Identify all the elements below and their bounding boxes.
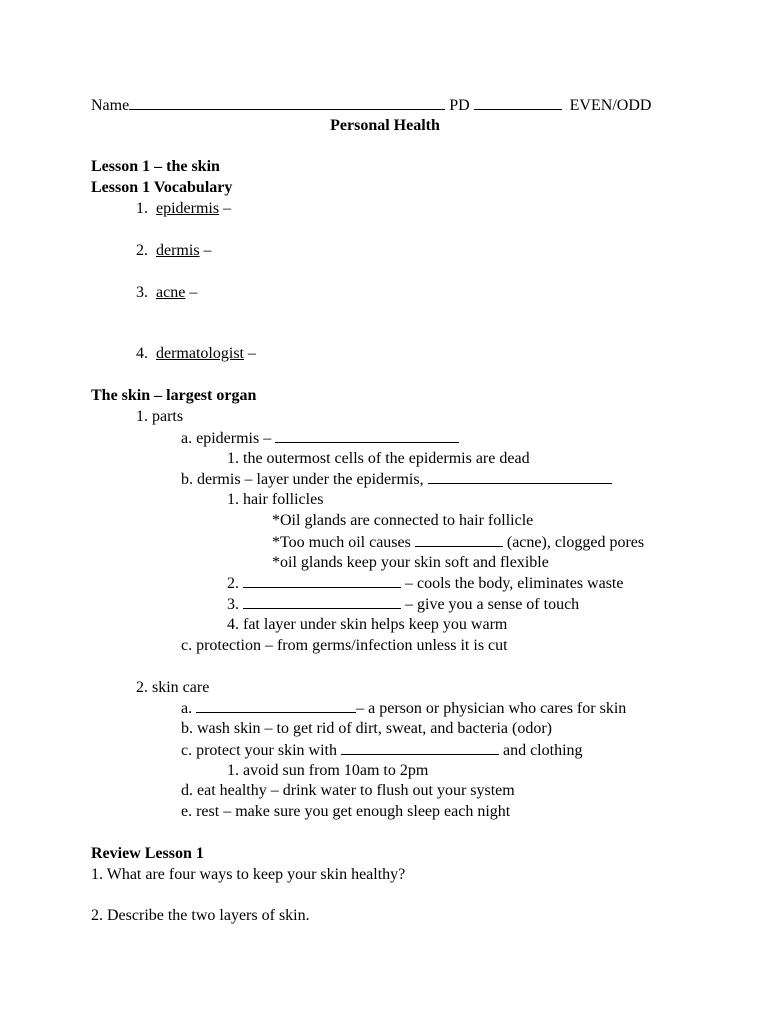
- protection-line: c. protection – from germs/infection unless it is cut: [181, 637, 508, 654]
- acne-blank[interactable]: [415, 532, 503, 547]
- clothing-text: and clothing: [498, 742, 583, 759]
- sunscreen-blank[interactable]: [341, 740, 499, 755]
- vocab-item-acne: [136, 283, 197, 303]
- sweat-blank[interactable]: [243, 573, 401, 588]
- rest-line: e. rest – make sure you get enough sleep each night: [181, 803, 511, 820]
- protect-skin-line: [181, 740, 583, 761]
- vocab-term: acne: [156, 284, 186, 301]
- wash-skin-line: b. wash skin – to get rid of dirt, sweat, and bacteria (odor): [181, 720, 553, 737]
- vocab-dash: –: [185, 284, 198, 301]
- sweat-glands-line: [227, 573, 623, 594]
- protect-text: c. protect your skin with: [181, 742, 341, 759]
- lesson-heading: Lesson 1 – the skin: [91, 158, 220, 175]
- even-odd-label: EVEN/ODD: [569, 97, 652, 114]
- too-much-oil-line: [272, 532, 644, 553]
- too-much-oil-text: *Too much oil causes: [272, 534, 415, 551]
- dermis-text: b. dermis – layer under the epidermis,: [181, 471, 428, 488]
- header-line: [91, 95, 651, 116]
- page-title: Personal Health: [330, 117, 440, 134]
- vocab-term: dermatologist: [156, 345, 244, 362]
- dermis-line: [181, 469, 612, 490]
- pd-label: PD: [449, 97, 470, 114]
- nerve-text: – give you a sense of touch: [401, 596, 580, 613]
- vocab-number: 2.: [136, 242, 148, 259]
- vocab-number: 4.: [136, 345, 148, 362]
- oil-glands-note: *Oil glands are connected to hair follicle: [272, 512, 534, 529]
- acne-text: (acne), clogged pores: [502, 534, 645, 551]
- review-heading: Review Lesson 1: [91, 845, 204, 862]
- nerve-blank[interactable]: [243, 594, 401, 609]
- pd-blank[interactable]: [474, 95, 562, 110]
- review-question-2: 2. Describe the two layers of skin.: [91, 907, 310, 924]
- vocab-item-dermatologist: [136, 344, 256, 364]
- epidermis-line: [181, 428, 459, 449]
- dermatologist-text: – a person or physician who cares for skin: [356, 700, 627, 717]
- nerve-endings-line: [227, 594, 579, 615]
- eat-healthy-line: d. eat healthy – drink water to flush out your system: [181, 782, 515, 799]
- dermatologist-blank[interactable]: [196, 698, 356, 713]
- avoid-sun-line: 1. avoid sun from 10am to 2pm: [227, 762, 429, 779]
- dermatologist-line: [181, 698, 626, 719]
- parts-label: 1. parts: [136, 408, 184, 425]
- vocab-term: epidermis: [156, 200, 220, 217]
- epidermis-note: 1. the outermost cells of the epidermis are dead: [227, 450, 530, 467]
- skin-heading: The skin – largest organ: [91, 387, 257, 404]
- vocab-heading: Lesson 1 Vocabulary: [91, 179, 233, 196]
- epidermis-blank[interactable]: [275, 428, 459, 443]
- hair-follicles: 1. hair follicles: [227, 491, 324, 508]
- vocab-dash: –: [199, 242, 212, 259]
- oil-glands-soft: *oil glands keep your skin soft and flexible: [272, 554, 549, 571]
- vocab-term: dermis: [156, 242, 200, 259]
- item-number: 3.: [227, 596, 243, 613]
- vocab-number: 1.: [136, 200, 148, 217]
- review-question-1: 1. What are four ways to keep your skin healthy?: [91, 866, 406, 883]
- skin-care-label: 2. skin care: [136, 679, 210, 696]
- vocab-item-dermis: [136, 241, 212, 261]
- name-blank[interactable]: [129, 95, 445, 110]
- dermis-blank[interactable]: [428, 469, 612, 484]
- name-label: Name: [91, 97, 130, 114]
- vocab-dash: –: [243, 345, 256, 362]
- fat-layer: 4. fat layer under skin helps keep you warm: [227, 616, 508, 633]
- epidermis-text: a. epidermis –: [181, 430, 276, 447]
- sweat-text: – cools the body, eliminates waste: [401, 575, 624, 592]
- vocab-dash: –: [219, 200, 232, 217]
- item-number: 2.: [227, 575, 243, 592]
- item-letter: a.: [181, 700, 197, 717]
- vocab-number: 3.: [136, 284, 148, 301]
- vocab-item-epidermis: [136, 199, 231, 219]
